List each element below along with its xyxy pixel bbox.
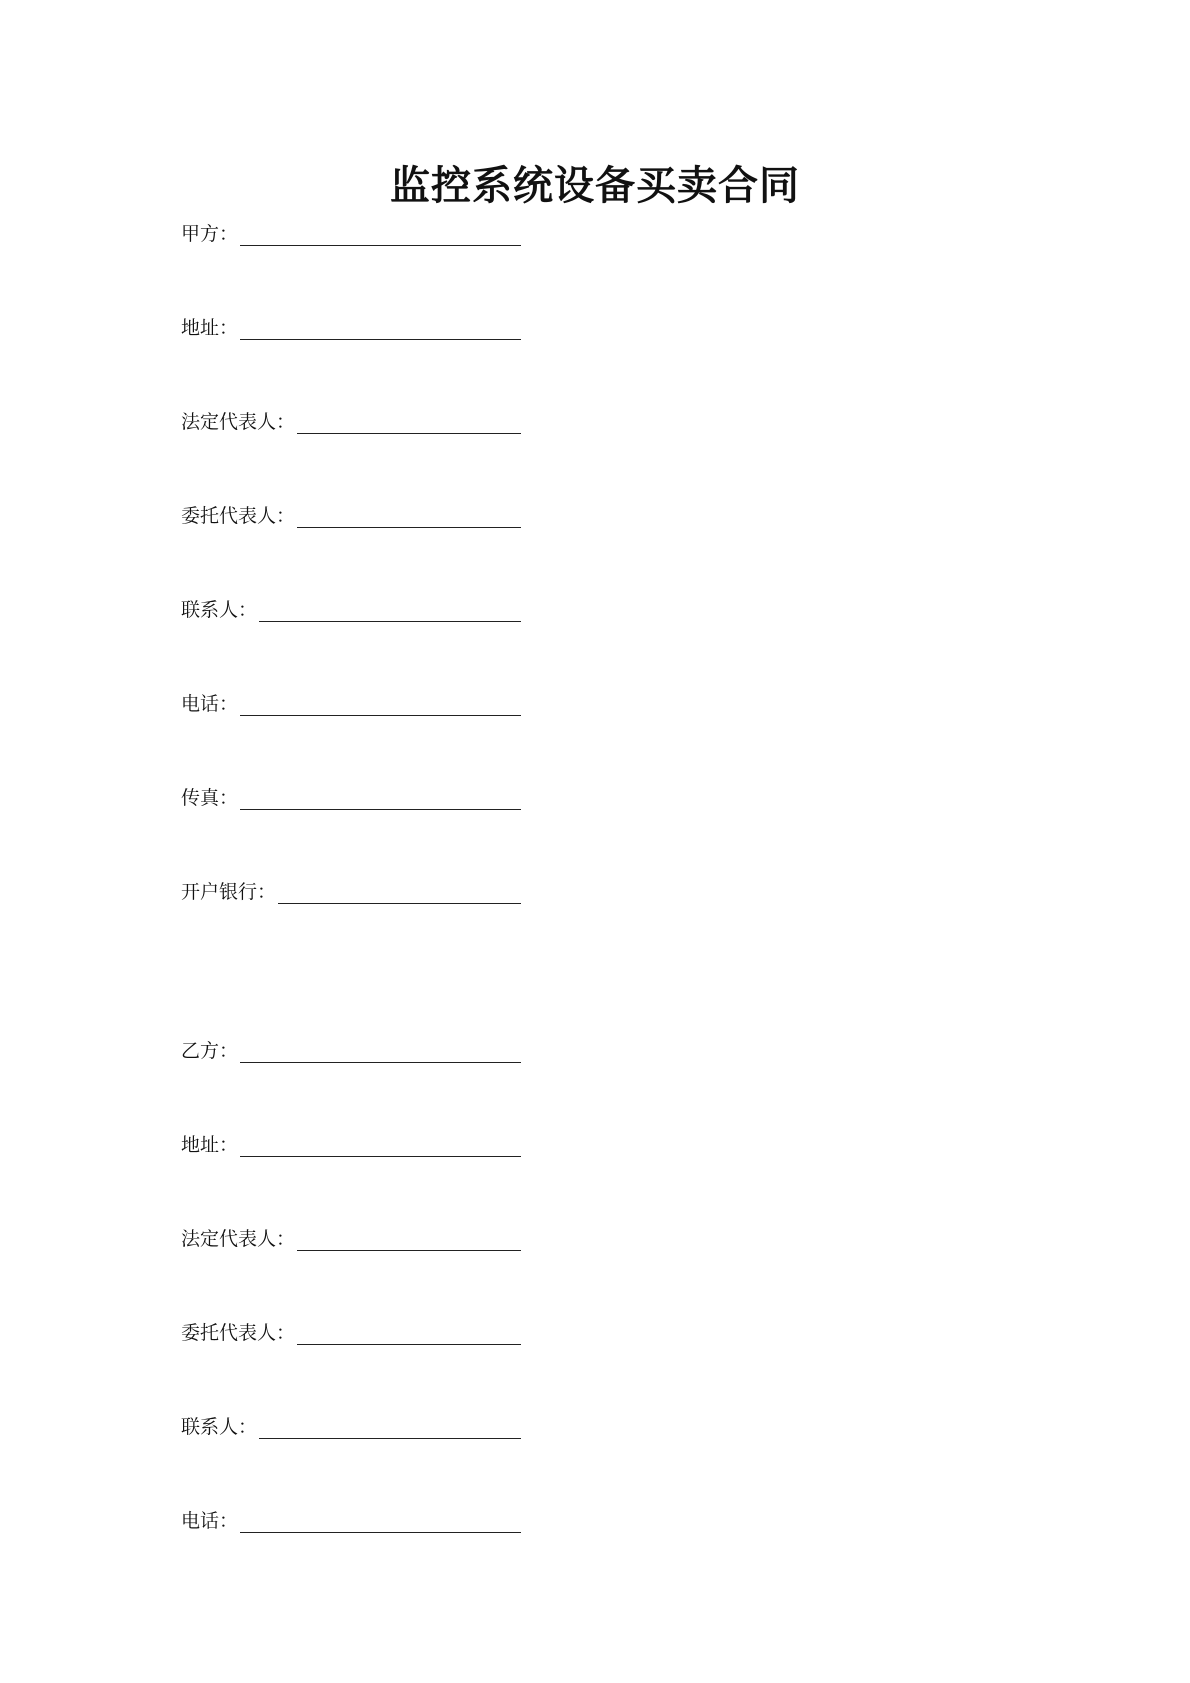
party-b-address-row — [181, 1129, 521, 1159]
party-b-contact-label: 联系人： — [181, 1416, 258, 1438]
party-a-phone-label: 电话： — [181, 693, 239, 715]
party-a-contact-blank[interactable] — [259, 599, 521, 622]
party-a-fax-row — [181, 782, 521, 812]
party-b-legal-rep-row — [181, 1223, 521, 1253]
party-a-contact-label: 联系人： — [181, 599, 258, 621]
party-b-agent-row — [181, 1317, 521, 1347]
party-b-phone-row — [181, 1505, 521, 1535]
party-b-contact-blank[interactable] — [259, 1416, 521, 1439]
party-b-legal-rep-label: 法定代表人： — [181, 1228, 296, 1250]
party-a-bank-label: 开户银行： — [181, 881, 277, 903]
party-a-address-blank[interactable] — [240, 317, 521, 340]
party-a-bank-blank[interactable] — [278, 881, 521, 904]
party-b-agent-blank[interactable] — [297, 1322, 521, 1345]
party-a-name-blank[interactable] — [240, 223, 521, 246]
party-a-phone-blank[interactable] — [240, 693, 521, 716]
party-b-name-label: 乙方： — [181, 1040, 239, 1062]
party-a-fax-label: 传真： — [181, 787, 239, 809]
party-a-fax-blank[interactable] — [240, 787, 521, 810]
party-a-agent-blank[interactable] — [297, 505, 521, 528]
party-b-agent-label: 委托代表人： — [181, 1322, 296, 1344]
party-a-phone-row — [181, 688, 521, 718]
party-a-bank-row — [181, 876, 521, 906]
document-title: 监控系统设备买卖合同 — [390, 162, 800, 209]
party-a-address-row — [181, 312, 521, 342]
party-b-address-blank[interactable] — [240, 1134, 521, 1157]
party-a-name-label: 甲方： — [181, 223, 239, 245]
party-a-address-label: 地址： — [181, 317, 239, 339]
party-b-contact-row — [181, 1411, 521, 1441]
party-a-legal-rep-row — [181, 406, 521, 436]
party-b-phone-blank[interactable] — [240, 1510, 521, 1533]
party-b-name-row — [181, 1035, 521, 1065]
party-b-name-blank[interactable] — [240, 1040, 521, 1063]
party-b-address-label: 地址： — [181, 1134, 239, 1156]
party-a-contact-row — [181, 594, 521, 624]
party-a-legal-rep-label: 法定代表人： — [181, 411, 296, 433]
party-b-legal-rep-blank[interactable] — [297, 1228, 521, 1251]
party-a-legal-rep-blank[interactable] — [297, 411, 521, 434]
party-b-phone-label: 电话： — [181, 1510, 239, 1532]
party-a-agent-row — [181, 500, 521, 530]
party-a-name-row — [181, 218, 521, 248]
party-a-agent-label: 委托代表人： — [181, 505, 296, 527]
